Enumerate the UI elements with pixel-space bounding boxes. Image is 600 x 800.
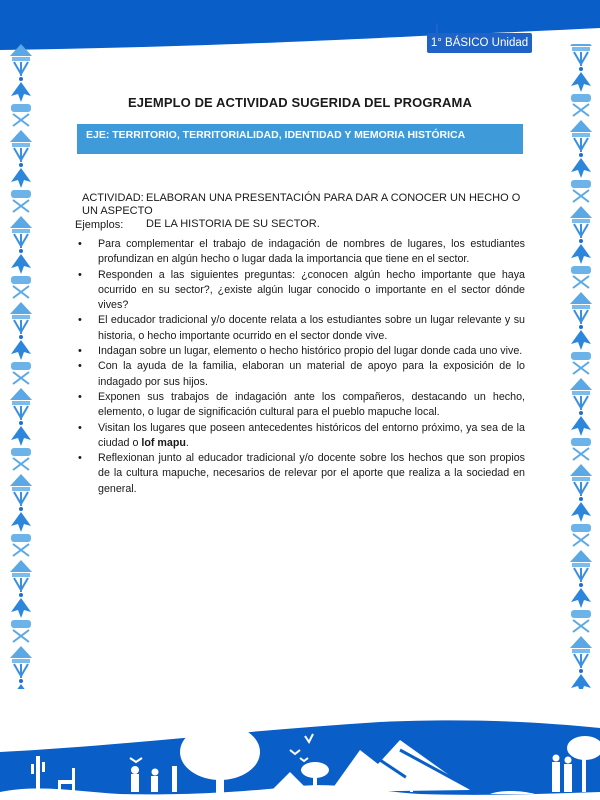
page-title: EJEMPLO DE ACTIVIDAD SUGERIDA DEL PROGRAMA [128,95,472,110]
activity-title-line-1: ELABORAN UNA PRESENTACIÓN PARA DAR A CONOCER UN HECHO O UN ASPECTO [82,192,521,217]
list-item: • Visitan los lugares que poseen antecedentes históricos del entorno próximo, ya sea de la ciudad o lof mapu. [75,421,525,452]
right-ornament-border [566,44,596,689]
list-item: • Con la ayuda de la familia, elaboran un material de apoyo para la exposición de lo indagado por sus hijos. [75,359,525,390]
eje-banner: EJE: TERRITORIO, TERRITORIALIDAD, IDENTIDAD Y MEMORIA HISTÓRICA [77,124,523,154]
examples-label: Ejemplos: [75,219,124,231]
activity-label: ACTIVIDAD: [82,192,144,204]
unit-badge: 1° BÁSICO Unidad 3 [427,33,532,53]
list-item: • Exponen sus trabajos de indagación ante los compañeros, destacando un hecho, elemento, o lugar de significación cultural para el pueblo mapuche local. [75,390,525,421]
list-item: • El educador tradicional y/o docente relata a los estudiantes sobre un lugar relevante y su historia, o hecho importante ocurrido en el sector donde vive. [75,313,525,344]
examples-list [75,237,525,497]
activity-title-line-2: DE LA HISTORIA DE SU SECTOR. [146,218,320,230]
list-item: • Para complementar el trabajo de indagación de nombres de lugares, los estudiantes profundizan en algún hecho o lugar dada la importancia que tiene en el sector. [75,237,525,268]
lof-mapu-term: lof mapu [141,436,186,449]
list-item: • Indagan sobre un lugar, elemento o hecho histórico propio del lugar donde cada uno vive. [75,344,525,359]
activity-heading [82,192,532,231]
list-item: • Reflexionan junto al educador tradicional y/o docente sobre los hechos que son propios de la cultura mapuche, necesarios de relevar por el aporte que realiza a la sociedad en general. [75,451,525,497]
left-ornament-border [6,44,36,689]
list-item: • Responden a las siguientes preguntas: ¿conocen algún hecho importante que haya ocurrido en su sector?, ¿existe algún lugar conocido o importante en el sector dónde vives? [75,268,525,314]
footer-landscape [0,700,600,800]
